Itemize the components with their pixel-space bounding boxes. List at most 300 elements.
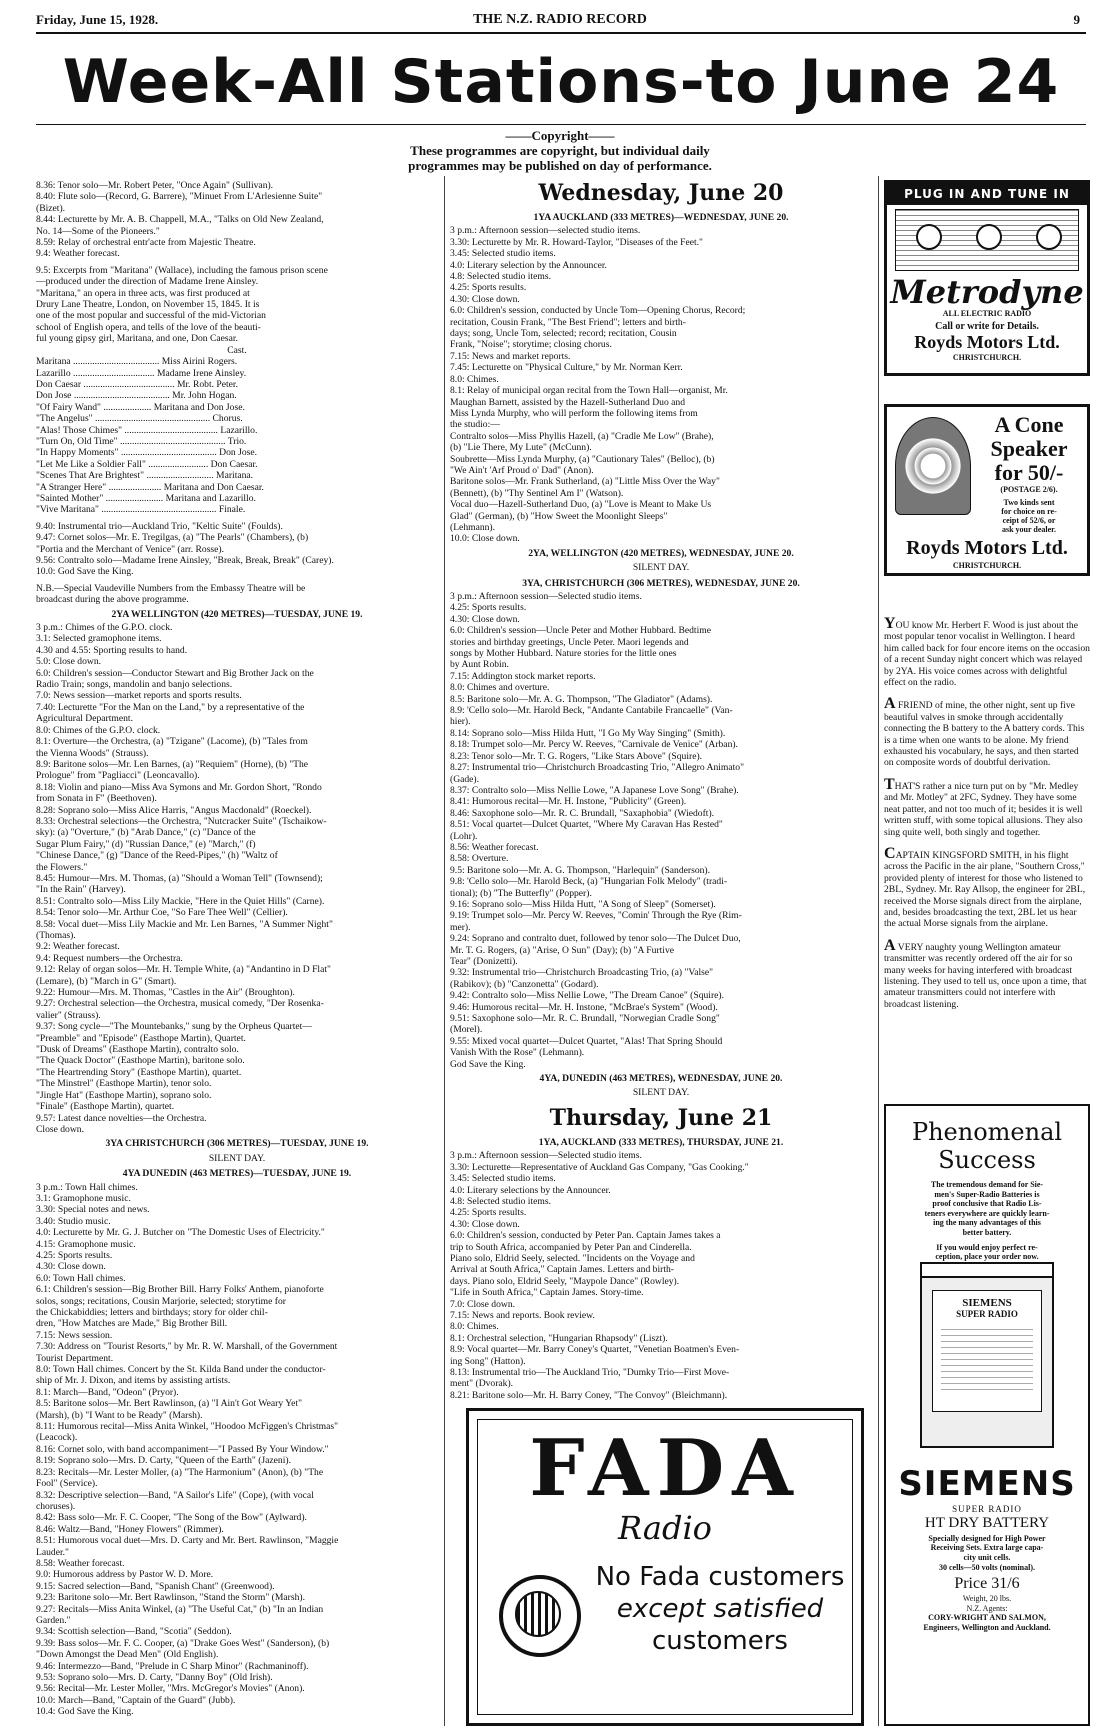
day-heading: Wednesday, June 20: [538, 180, 784, 206]
programme-column-2: [450, 176, 872, 1401]
programme-line: No. 14—Some of the Pioneers.": [36, 225, 160, 237]
siemens-body-3: proof conclusive that Radio Lis-: [932, 1199, 1042, 1209]
siemens-agents-label: N.Z. Agents:: [966, 1603, 1008, 1613]
station-heading: 3YA CHRISTCHURCH (306 METRES)—TUESDAY, JUNE 19.: [105, 1138, 369, 1150]
siemens-product: HT DRY BATTERY: [924, 1514, 1050, 1531]
programme-line: 8.18: Violin and piano—Miss Ava Symons and Mr. Gordon Short, "Rondo: [36, 781, 322, 793]
programme-line: 4.8: Selected studio items.: [450, 1195, 551, 1207]
programme-line: 6.0: Children's session—Conductor Stewart and Big Brother Jack on the: [36, 667, 314, 679]
programme-line: 9.27: Orchestral selection—the Orchestra, musical comedy, "Der Rosenka-: [36, 998, 324, 1010]
programme-line: 8.0: Town Hall chimes. Concert by the St. Kilda Band under the conductor-: [36, 1364, 326, 1376]
cone-headline-2: Speaker: [990, 436, 1068, 461]
programme-line: Radio Train; songs, mandolin and banjo selections.: [36, 679, 233, 691]
programme-line: Frank, "Noise"; storytime; closing chorus.: [450, 339, 612, 351]
siemens-agent: CORY-WRIGHT AND SALMON,: [928, 1613, 1046, 1623]
siemens-spec-2: Receiving Sets. Extra large capa-: [930, 1543, 1044, 1553]
programme-line: "Sainted Mother" ........................ Maritana and Lazarillo.: [36, 492, 256, 504]
programme-line: "We Ain't 'Arf Proud o' Dad" (Anon).: [450, 464, 594, 476]
programme-line: 8.5: Baritone solos—Mr. Bert Rawlinson, (a) "I Ain't Got Weary Yet": [36, 1398, 303, 1410]
programme-line: (Thomas).: [36, 930, 76, 941]
programme-line: recitation, Cousin Frank, "The Best Friend"; letters and birth-: [450, 316, 686, 328]
programme-line: 8.58: Weather forecast.: [36, 1557, 125, 1569]
programme-line: 9.23: Baritone solo—Mr. Bert Rawlinson, "Stand the Storm" (Marsh).: [36, 1592, 305, 1604]
programme-line: from Sonata in F" (Beethoven).: [36, 793, 157, 805]
programme-line: the Flowers.": [36, 861, 88, 873]
programme-line: 7.45: Lecturette on "Physical Culture," by Mr. Norman Kerr.: [450, 362, 683, 374]
siemens-body-2: men's Super-Radio Batteries is: [934, 1189, 1040, 1199]
programme-line: 4.30: Close down.: [450, 293, 520, 305]
programme-line: 9.2: Weather forecast.: [36, 941, 120, 953]
gossip-text: VERY naughty young Wellington amateur transmitter was recently ordered off the air for so many weeks for having interfered with broadcast listening. They used to tell us, once upon a time, that amateur transmitters could not interfere with broadcast listening.: [884, 941, 1087, 1010]
programme-line: "In the Rain" (Harvey).: [36, 884, 126, 896]
programme-line: 6.1: Children's session—Big Brother Bill. Harry Folks' Anthem, pianoforte: [36, 1284, 324, 1296]
programme-line: (Gade).: [450, 773, 480, 785]
programme-line: 5.0: Close down.: [36, 656, 102, 668]
programme-line: "The Angelus" ................................................ Chorus.: [36, 413, 243, 425]
programme-line: 8.21: Baritone solo—Mr. H. Barry Coney, "The Convoy" (Bleichmann).: [450, 1389, 728, 1401]
programme-line: 3 p.m.: Town Hall chimes.: [36, 1181, 138, 1193]
programme-line: (Lohr).: [450, 830, 478, 842]
gossip-text: FRIEND of mine, the other night, sent up five beautiful valves in smoke through accidentally connecting the B battery to the A battery cords. This is a time when one wants to be alone. My friend exhausted his vocabulary, he says, and then started on composite words of doubtful derivation.: [884, 700, 1085, 769]
programme-line: Prologue" from "Pagliacci" (Leoncavallo).: [36, 770, 200, 782]
siemens-battery-ad: [884, 1104, 1090, 1726]
programme-line: the studio:—: [450, 419, 500, 431]
programme-line: (Morel).: [450, 1024, 483, 1036]
metrodyne-brand: Metrodyne: [890, 273, 1084, 311]
programme-line: "A Stranger Here" ...................... Maritana and Don Caesar.: [36, 481, 264, 493]
siemens-spec-4: 30 cells—50 volts (nominal).: [939, 1562, 1035, 1572]
column-divider-2: [878, 176, 879, 1726]
programme-line: 7.0: Close down.: [450, 1298, 516, 1310]
cone-note-4: ask your dealer.: [1001, 525, 1056, 534]
programme-line: 9.34: Scottish selection—Band, "Scotia" (Seddon).: [36, 1626, 232, 1638]
programme-line: 8.58: Overture.: [450, 853, 509, 865]
station-heading: 2YA, WELLINGTON (420 METRES), WEDNESDAY, JUNE 20.: [528, 547, 794, 559]
programme-line: 8.9: 'Cello solo—Mr. Harold Beck, "Andante Cantabile Francaelle" (Van-: [450, 705, 733, 717]
programme-line: Lauder.": [36, 1546, 69, 1558]
siemens-body-6: better battery.: [962, 1227, 1012, 1237]
battery-label-brand: SIEMENS: [962, 1296, 1012, 1309]
programme-line: 4.0: Literary selection by the Announcer.: [450, 259, 607, 271]
siemens-body-8: ception, place your order now.: [935, 1252, 1039, 1262]
programme-line: (Marsh), (b) "I Want to be Ready" (Marsh).: [36, 1409, 203, 1421]
fada-sub: Radio: [618, 1509, 712, 1547]
gossip-text: APTAIN KINGSFORD SMITH, in his flight across the Pacific in the air plane, "Southern Cross," provided plenty of interest for those who listened to 2BL, Sydney. Mr. Ray Allsop, the engineer for 2BL, received the Morse signals direct from the airplane, and, besides broadcasting the text, 2BL let us hear the actual Morse signals from the airplane.: [884, 849, 1086, 930]
programme-line: 9.5: Baritone solo—Mr. A. G. Thompson, "Harlequin" (Sanderson).: [450, 864, 711, 876]
gossip-paragraph: [884, 936, 1090, 1010]
gossip-text: OU know Mr. Herbert F. Wood is just about the most popular tenor vocalist in Wellington. I heard him called back for four encore items on the occasion of a recent Sunday night concert which was relayed by 2YA. His voice comes across with delightful effect on the radio.: [884, 620, 1090, 689]
programme-line: (b) "Lie There, My Lute" (McCunn).: [450, 442, 592, 454]
programme-line: 8.1: Relay of municipal organ recital from the Town Hall—organist, Mr.: [450, 385, 728, 397]
station-heading: 1YA, AUCKLAND (333 METRES), THURSDAY, JUNE 21.: [538, 1136, 784, 1148]
programme-line: Don Jose ........................................ Mr. John Hogan.: [36, 390, 237, 402]
programme-line: 9.57: Latest dance novelties—the Orchestra.: [36, 1112, 207, 1124]
programme-line: 8.18: Trumpet solo—Mr. Percy W. Reeves, "Carnivale de Venice" (Arban).: [450, 739, 738, 751]
programme-line: N.B.—Special Vaudeville Numbers from the Embassy Theatre will be: [36, 582, 306, 594]
station-heading: 3YA, CHRISTCHURCH (306 METRES), WEDNESDAY, JUNE 20.: [522, 577, 800, 589]
programme-line: (Bizet).: [36, 202, 66, 214]
programme-line: "Down Amongst the Dead Men" (Old English).: [36, 1649, 219, 1661]
programme-line: tional); (b) "The Butterfly" (Popper).: [450, 887, 592, 899]
programme-line: Baritone solos—Mr. Frank Sutherland, (a) "Little Miss Over the Way": [450, 476, 720, 488]
programme-line: 10.4: God Save the King.: [36, 1706, 134, 1718]
programme-line: 8.23: Tenor solo—Mr. T. G. Rogers, "Like Stars Above" (Squire).: [450, 750, 703, 762]
programme-line: 8.1: March—Band, "Odeon" (Pryor).: [36, 1386, 179, 1398]
fada-logo-emblem: [499, 1575, 581, 1657]
cast-heading: Cast.: [227, 344, 247, 356]
programme-line: 8.44: Lecturette by Mr. A. B. Chappell, M.A., "Talks on Old New Zealand,: [36, 214, 324, 226]
programme-line: ful young gipsy girl, Maritana, and one, Don Caesar.: [36, 333, 238, 345]
siemens-spec-1: Specially designed for High Power: [928, 1533, 1046, 1543]
publication-name: THE N.Z. RADIO RECORD: [473, 12, 647, 27]
programme-line: 6.0: Children's session, conducted by Uncle Tom—Opening Chorus, Record;: [450, 305, 746, 317]
programme-line: 8.59: Relay of orchestral entr'acte from Majestic Theatre.: [36, 237, 256, 249]
drop-initial: Y: [884, 615, 896, 632]
programme-line: 9.19: Trumpet solo—Mr. Percy W. Reeves, "Comin' Through the Rye (Rim-: [450, 910, 742, 922]
programme-line: 8.23: Recitals—Mr. Lester Moller, (a) "The Harmonium" (Anon), (b) "The: [36, 1466, 324, 1478]
siemens-body-4: teners everywhere are quickly learn-: [924, 1208, 1050, 1218]
programme-line: 8.51: Vocal quartet—Dulcet Quartet, "Where My Caravan Has Rested": [450, 819, 723, 831]
programme-line: 8.33: Orchestral selections—the Orchestra, "Nutcracker Suite" (Tschaikow-: [36, 815, 327, 827]
siemens-body-1: The tremendous demand for Sie-: [930, 1180, 1044, 1189]
programme-line: 8.19: Soprano solo—Mrs. D. Carty, "Queen of the Earth" (Jazeni).: [36, 1455, 291, 1467]
programme-line: "Chinese Dance," (g) "Dance of the Reed-Pipes," (h) "Waltz of: [36, 850, 278, 862]
programme-line: 7.40: Lecturette "For the Man on the Land," by a representative of the: [36, 701, 305, 713]
programme-line: 8.0: Chimes of the G.P.O. clock.: [36, 724, 161, 736]
fada-line-3: customers: [652, 1626, 788, 1656]
battery-illustration: [920, 1274, 1054, 1448]
fada-line-1: No Fada customers: [595, 1562, 845, 1592]
silent-day-note: SILENT DAY.: [632, 1087, 690, 1099]
programme-line: 7.30: Address on "Tourist Resorts," by Mr. R. W. Marshall, of the Government: [36, 1341, 338, 1353]
programme-line: 3.30: Lecturette—Representative of Auckland Gas Company, "Gas Cooking.": [450, 1161, 749, 1173]
battery-label-name: SUPER RADIO: [956, 1308, 1018, 1319]
programme-line: Fool" (Service).: [36, 1478, 98, 1490]
drop-initial: T: [884, 775, 895, 793]
programme-line: 4.25: Sports results.: [450, 1207, 527, 1219]
programme-line: 8.28: Soprano solo—Miss Alice Harris, "Angus Macdonald" (Roeckel).: [36, 804, 312, 816]
programme-line: 9.16: Soprano solo—Miss Hilda Hutt, "A Song of Sleep" (Somerset).: [450, 898, 716, 910]
programme-line: 3 p.m.: Chimes of the G.P.O. clock.: [36, 622, 173, 634]
cone-city: CHRISTCHURCH.: [952, 561, 1022, 570]
programme-line: 3 p.m.: Afternoon session—selected studio items.: [450, 225, 641, 237]
programme-line: 9.32: Instrumental trio—Christchurch Broadcasting Trio, (a) "Valse": [450, 967, 714, 979]
banner-rule: [36, 124, 1086, 125]
programme-line: 9.5: Excerpts from "Maritana" (Wallace), including the famous prison scene: [36, 264, 328, 276]
cone-price: for 50/-: [994, 460, 1064, 485]
programme-line: 6.0: Children's session, conducted by Peter Pan. Captain James takes a: [450, 1230, 721, 1242]
programme-line: "Dusk of Dreams" (Easthope Martin), contralto solo.: [36, 1044, 239, 1056]
programme-line: Soubrette—Miss Lynda Murphy, (a) "Cautionary Tales" (Belloc), (b): [450, 453, 715, 465]
programme-line: 8.9: Vocal quartet—Mr. Barry Coney's Quartet, "Venetian Boatmen's Even-: [450, 1344, 740, 1356]
programme-line: 3.1: Gramophone music.: [36, 1192, 131, 1204]
programme-line: 8.51: Contralto solo—Miss Lily Mackie, "Here in the Quiet Hills" (Carne).: [36, 895, 325, 907]
siemens-headline-1: Phenomenal: [911, 1118, 1063, 1146]
programme-line: Sugar Plum Fairy," (d) "Russian Dance," (e) "March," (f): [36, 838, 256, 850]
programme-line: "Maritana," an opera in three acts, was first produced at: [36, 287, 250, 299]
programme-line: 4.30: Close down.: [450, 613, 520, 625]
programme-line: 7.15: News session.: [36, 1329, 113, 1341]
programme-line: 8.0: Chimes and overture.: [450, 682, 550, 694]
programme-line: 4.0: Literary selections by the Announcer.: [450, 1184, 611, 1196]
programme-line: 9.56: Contralto solo—Madame Irene Ainsley, "Break, Break, Break" (Carey).: [36, 555, 334, 566]
programme-line: songs by Mother Hubbard. Nature stories for the little ones: [450, 648, 677, 660]
programme-line: 4.25: Sports results.: [450, 602, 527, 614]
programme-line: sky): (a) "Overture," (b) "Arab Dance," (c) "Dance of the: [36, 827, 256, 839]
programme-line: Don Caesar ...................................... Mr. Robt. Peter.: [36, 378, 238, 390]
programme-line: Contralto solos—Miss Phyllis Hazell, (a) "Cradle Me Low" (Brahe),: [450, 430, 714, 442]
programme-line: 3 p.m.: Afternoon session—Selected studio items.: [450, 591, 642, 602]
programme-line: Lazarillo .................................. Madame Irene Ainsley.: [36, 367, 247, 379]
programme-line: 8.42: Bass solo—Mr. F. C. Cooper, "The Song of the Bow" (Aylward).: [36, 1512, 307, 1524]
programme-line: "Let Me Like a Soldier Fall" ......................... Don Caesar.: [36, 458, 258, 470]
programme-line: 8.40: Flute solo—(Record, G. Barrere), "Minuet From L'Arlesienne Suite": [36, 191, 323, 203]
programme-line: 8.58: Vocal duet—Miss Lily Mackie and Mr. Len Barnes, "A Summer Night": [36, 918, 333, 930]
programme-line: 9.37: Song cycle—"The Mountebanks," sung by the Orpheus Quartet—: [36, 1021, 312, 1033]
programme-line: 8.5: Baritone solo—Mr. A. G. Thompson, "The Gladiator" (Adams).: [450, 693, 713, 705]
fada-line-2: except satisfied: [616, 1594, 824, 1624]
drop-initial: C: [884, 844, 896, 862]
programme-line: 3.45: Selected studio items.: [450, 248, 556, 260]
programme-line: hier).: [450, 716, 471, 728]
programme-line: "Vive Maritana" ................................................ Finale.: [36, 504, 246, 516]
programme-line: 9.55: Mixed vocal quartet—Dulcet Quartet, "Alas! That Spring Should: [450, 1035, 723, 1047]
programme-line: Vanish With the Rose" (Lehmann).: [450, 1047, 585, 1059]
programme-line: 3.30: Lecturette by Mr. R. Howard-Taylor, "Diseases of the Feet.": [450, 236, 703, 248]
station-heading: 4YA DUNEDIN (463 METRES)—TUESDAY, JUNE 19.: [122, 1168, 352, 1180]
programme-line: 9.47: Cornet solos—Mr. E. Tregilgas, (a) "The Pearls" (Chambers), (b): [36, 532, 309, 544]
programme-line: 8.41: Humorous recital—Mr. H. Instone, "Publicity" (Green).: [450, 796, 687, 808]
metrodyne-call: Call or write for Details.: [935, 321, 1039, 332]
programme-line: 10.0: God Save the King.: [36, 566, 134, 578]
programme-line: 4.30: Close down.: [36, 1261, 106, 1273]
programme-line: 4.30 and 4.55: Sporting results to hand.: [36, 644, 188, 656]
programme-line: Miss Lynda Murphy, who will perform the following items from: [450, 407, 698, 419]
cone-speaker-ad: [884, 404, 1090, 576]
programme-line: "Turn On, Old Time" ............................................ Trio.: [36, 435, 247, 447]
copyright-notice: [300, 128, 820, 173]
copyright-line-2: programmes may be published on day of performance.: [408, 158, 712, 173]
programme-line: 9.12: Relay of organ solos—Mr. H. Temple White, (a) "Andantino in D Flat": [36, 964, 331, 976]
programme-line: 8.27: Instrumental trio—Christchurch Broadcasting Trio, "Allegro Animato": [450, 762, 745, 774]
programme-line: "Alas! Those Chimes" ....................................... Lazarillo.: [36, 424, 258, 436]
metrodyne-plug-banner: PLUG IN AND TUNE IN: [887, 183, 1087, 205]
drop-initial: A: [884, 936, 896, 954]
gossip-paragraph: [884, 775, 1090, 838]
programme-line: dren, "How Matches are Made," Big Brother Bill.: [36, 1318, 228, 1330]
programme-line: Agricultural Department.: [36, 713, 133, 725]
programme-line: —produced under the direction of Madame Irene Ainsley.: [36, 276, 259, 288]
siemens-weight: Weight, 20 lbs.: [962, 1594, 1012, 1604]
silent-day-note: SILENT DAY.: [632, 562, 690, 574]
programme-line: 3 p.m.: Afternoon session—Selected studio items.: [450, 1150, 642, 1162]
programme-line: 9.8: 'Cello solo—Mr. Harold Beck, (a) "Hungarian Folk Melody" (tradi-: [450, 876, 728, 888]
radio-gossip-notes: [884, 615, 1090, 1020]
programme-line: valier" (Strauss).: [36, 1009, 101, 1021]
programme-line: 4.25: Sports results.: [36, 1249, 113, 1261]
gossip-paragraph: [884, 695, 1090, 769]
programme-line: Maughan Barnett, assisted by the Hazell-Sutherland Duo and: [450, 396, 685, 408]
programme-line: 8.37: Contralto solo—Miss Nellie Lowe, "A Japanese Love Song" (Brahe).: [450, 784, 739, 796]
programme-line: days; song, Uncle Tom, selected; record; recitation, Cousin: [450, 328, 677, 340]
station-heading: 2YA WELLINGTON (420 METRES)—TUESDAY, JUNE 19.: [111, 608, 363, 620]
programme-line: 6.0: Children's session—Uncle Peter and Mother Hubbard. Bedtime: [450, 625, 711, 637]
header-rule: [36, 32, 1086, 34]
programme-line: God Save the King.: [450, 1058, 526, 1070]
programme-line: 4.15: Gramophone music.: [36, 1238, 136, 1250]
gossip-text: HAT'S rather a nice turn put on by "Mr. Medley and Mr. Motley" at 2FC, Sydney. They have some neat patter, and not too much of it; besides it is well written stuff, with some topical allusions. They also sing quite well, both singly and together.: [884, 780, 1083, 838]
drop-initial: A: [884, 695, 896, 713]
programme-line: 8.11: Humorous recital—Miss Anita Winkel, "Hoodoo McFiggen's Christmas": [36, 1421, 339, 1433]
silent-day-note: SILENT DAY.: [208, 1152, 266, 1164]
programme-line: 8.54: Tenor solo—Mr. Arthur Coe, "So Fare Thee Well" (Cellier).: [36, 907, 288, 919]
siemens-body-7: If you would enjoy perfect re-: [936, 1242, 1038, 1252]
programme-line: Drury Lane Theatre, London, on November 15, 1845. It is: [36, 299, 260, 311]
programme-line: 7.15: Addington stock market reports.: [450, 670, 596, 682]
cone-note-2: for choice on re-: [1001, 507, 1057, 516]
metrodyne-dealer: Royds Motors Ltd.: [914, 332, 1060, 352]
programme-line: 4.8: Selected studio items.: [450, 271, 551, 283]
programme-line: Vocal duo—Hazell-Sutherland Duo, (a) "Love is Meant to Make Us: [450, 499, 712, 511]
cone-headline-1: A Cone: [994, 412, 1064, 437]
programme-line: 6.0: Town Hall chimes.: [36, 1272, 126, 1284]
programme-line: choruses).: [36, 1500, 76, 1512]
station-heading: 1YA AUCKLAND (333 METRES)—WEDNESDAY, JUNE 20.: [533, 212, 789, 223]
metrodyne-tagline: ALL ELECTRIC RADIO: [942, 309, 1032, 318]
programme-line: 9.56: Recital—Mr. Lester Moller, "Mrs. McGregor's Movies" (Anon).: [36, 1683, 305, 1695]
programme-line: "The Minstrel" (Easthope Martin), tenor solo.: [36, 1078, 212, 1090]
programme-line: Tourist Department.: [36, 1352, 114, 1364]
fada-radio-ad: [466, 1408, 864, 1726]
programme-line: 7.15: News and reports. Book review.: [450, 1309, 595, 1321]
fada-brand: FADA: [529, 1423, 801, 1514]
programme-line: (Bennett), (b) "Thy Sentinel Am I" (Watson).: [450, 487, 624, 499]
programme-line: "Life in South Africa," Captain James. Story-time.: [450, 1287, 644, 1299]
programme-line: Mr. T. G. Rogers, (a) "Arise, O Sun" (Day); (b) "A Furtive: [450, 944, 675, 956]
programme-line: "Jingle Hat" (Easthope Martin), soprano solo.: [36, 1089, 212, 1101]
programme-line: 4.25: Sports results.: [450, 282, 527, 294]
programme-line: Maritana .................................... Miss Airini Rogers.: [36, 356, 238, 368]
programme-line: 8.16: Cornet solo, with band accompaniment—"I Passed By Your Window.": [36, 1443, 329, 1455]
programme-line: "The Quack Doctor" (Easthope Martin), baritone solo.: [36, 1055, 245, 1067]
programme-line: Arrival at South Africa," Captain James. Letters and birth-: [450, 1264, 674, 1276]
programme-line: (Lemare), (b) "March in G" (Smart).: [36, 975, 177, 987]
gossip-paragraph: [884, 615, 1090, 689]
siemens-price: Price 31/6: [954, 1575, 1020, 1593]
programme-line: "Preamble" and "Episode" (Easthope Martin), Quartet.: [36, 1032, 246, 1044]
programme-line: 3.40: Studio music.: [36, 1215, 111, 1227]
programme-line: Tear" (Donizetti).: [450, 956, 518, 967]
programme-line: "Portia and the Merchant of Venice" (arr. Rosse).: [36, 543, 225, 555]
siemens-brand: SIEMENS: [898, 1463, 1076, 1504]
programme-line: 8.56: Weather forecast.: [450, 841, 539, 853]
programme-line: Glad" (German), (b) "How Sweet the Moonlight Sleeps": [450, 510, 668, 522]
programme-line: 9.22: Humour—Mrs. M. Thomas, "Castles in the Air" (Broughton).: [36, 987, 295, 999]
programme-line: 8.13: Instrumental trio—The Auckland Trio, "Dumky Trio—First Move-: [450, 1367, 730, 1378]
programme-line: 9.39: Bass solos—Mr. F. C. Cooper, (a) "Drake Goes West" (Sanderson), (b): [36, 1637, 330, 1649]
programme-line: one of the most popular and successful of the mid-Victorian: [36, 310, 266, 322]
programme-line: stories and birthday greetings, Uncle Peter. Maori legends and: [450, 636, 689, 648]
programme-line: 9.51: Saxophone solo—Mr. R. C. Brundall, "Norwegian Cradle Song": [450, 1013, 720, 1025]
programme-line: 8.46: Saxophone solo—Mr. R. C. Brundall, "Saxaphobia" (Wiedoft).: [450, 807, 715, 819]
programme-line: 9.40: Instrumental trio—Auckland Trio, "Keltic Suite" (Foulds).: [36, 520, 283, 532]
programme-line: (Leacock).: [36, 1432, 78, 1444]
programme-line: trip to South Africa, accompanied by Peter Pan and Cinderella.: [450, 1241, 692, 1253]
day-heading: Thursday, June 21: [549, 1104, 773, 1131]
programme-line: 9.0: Humorous address by Pastor W. D. More.: [36, 1569, 214, 1581]
issue-date: Friday, June 15, 1928.: [36, 12, 159, 27]
copyright-title: ——Copyright——: [505, 128, 615, 143]
programme-line: 4.0: Lecturette by Mr. G. J. Butcher on "The Domestic Uses of Electricity.": [36, 1227, 325, 1239]
programme-line: 3.30: Special notes and news.: [36, 1204, 150, 1216]
programme-line: 9.15: Sacred selection—Band, "Spanish Chant" (Greenwood).: [36, 1580, 275, 1592]
programme-line: ing Song" (Hatton).: [450, 1355, 526, 1367]
programme-line: Garden.": [36, 1614, 71, 1626]
copyright-line-1: These programmes are copyright, but individual daily: [410, 143, 710, 158]
programme-line: days. Piano solo, Eldrid Seely, "Maypole Dance" (Rowley).: [450, 1275, 680, 1287]
programme-line: 9.53: Soprano solo—Mrs. D. Carty, "Danny Boy" (Old Irish).: [36, 1672, 273, 1683]
programme-line: (Rabikov); (b) "Canzonetta" (Godard).: [450, 978, 599, 990]
programme-line: "The Heartrending Story" (Easthope Martin), quartet.: [36, 1066, 242, 1078]
programme-line: 9.4: Weather forecast.: [36, 248, 120, 260]
cone-note-1: Two kinds sent: [1003, 498, 1055, 507]
programme-line: 9.4: Request numbers—the Orchestra.: [36, 952, 183, 964]
programme-line: 3.1: Selected gramophone items.: [36, 633, 162, 645]
programme-line: 8.14: Soprano solo—Miss Hilda Hutt, "I Go My Way Singing" (Smith).: [450, 727, 726, 739]
siemens-body-5: ing the many advantages of this: [933, 1218, 1041, 1228]
programme-line: "Scenes That Are Brightest" ............................ Maritana.: [36, 470, 254, 482]
programme-line: 8.0: Chimes.: [450, 373, 499, 385]
programme-line: 9.24: Soprano and contralto duet, followed by tenor solo—The Dulcet Duo,: [450, 933, 741, 945]
siemens-spec-3: city unit cells.: [963, 1552, 1011, 1562]
programme-line: 7.15: News and market reports.: [450, 350, 571, 362]
programme-line: 8.1: Overture—the Orchestra, (a) "Tzigane" (Lacome), (b) "Tales from: [36, 736, 308, 748]
metrodyne-ad: [884, 180, 1090, 376]
programme-line: (Lehmann).: [450, 521, 496, 533]
page-banner: Week-All Stations-to June 24: [62, 47, 1060, 117]
programme-line: mer).: [450, 921, 471, 933]
programme-line: the Chickabiddies; letters and birthdays; story for older chil-: [36, 1307, 268, 1318]
radio-set-illustration: [895, 209, 1079, 271]
programme-line: 9.46: Intermezzo—Band, "Prelude in C Sharp Minor" (Rachmaninoff).: [36, 1660, 309, 1672]
programme-line: 8.45: Humour—Mrs. M. Thomas, (a) "Should a Woman Tell" (Townsend);: [36, 872, 323, 884]
cone-speaker-illustration: [895, 417, 971, 515]
programme-line: ship of Mr. J. Dixon, and items by assisting artists.: [36, 1375, 231, 1387]
programme-line: ment" (Dvorak).: [450, 1378, 514, 1390]
programme-column-1: [36, 180, 438, 1730]
programme-line: "Of Fairy Wand" .................... Maritana and Don Jose.: [36, 401, 245, 413]
programme-line: Close down.: [36, 1123, 84, 1135]
programme-line: 9.27: Recitals—Miss Anita Winkel, (a) "The Useful Cat," (b) "In an Indian: [36, 1603, 324, 1615]
programme-line: 3.45: Selected studio items.: [450, 1173, 556, 1185]
page-number: 9: [1073, 12, 1080, 27]
station-heading: 4YA, DUNEDIN (463 METRES), WEDNESDAY, JUNE 20.: [539, 1073, 783, 1085]
metrodyne-city: CHRISTCHURCH.: [952, 353, 1022, 362]
column-divider-1: [444, 176, 445, 1726]
programme-line: 8.1: Orchestral selection, "Hungarian Rhapsody" (Liszt).: [450, 1332, 668, 1344]
programme-line: 8.46: Waltz—Band, "Honey Flowers" (Rimmer).: [36, 1523, 224, 1535]
programme-line: 10.0: March—Band, "Captain of the Guard" (Jubb).: [36, 1694, 236, 1706]
cone-note-3: ceipt of 52/6, or: [1002, 516, 1056, 525]
cone-postage: (POSTAGE 2/6).: [1000, 485, 1058, 494]
programme-line: 4.30: Close down.: [450, 1218, 520, 1230]
programme-line: school of English opera, and tells of the love of the beauti-: [36, 321, 261, 333]
programme-line: 9.42: Contralto solo—Miss Nellie Lowe, "The Dream Canoe" (Squire).: [450, 990, 725, 1002]
programme-line: 9.46: Humorous recital—Mr. H. Instone, "McBrae's System" (Wood).: [450, 1001, 718, 1013]
programme-line: 10.0: Close down.: [450, 533, 520, 545]
programme-line: the Vienna Woods" (Strauss).: [36, 747, 149, 759]
siemens-agent-city: Engineers, Wellington and Auckland.: [923, 1622, 1051, 1632]
